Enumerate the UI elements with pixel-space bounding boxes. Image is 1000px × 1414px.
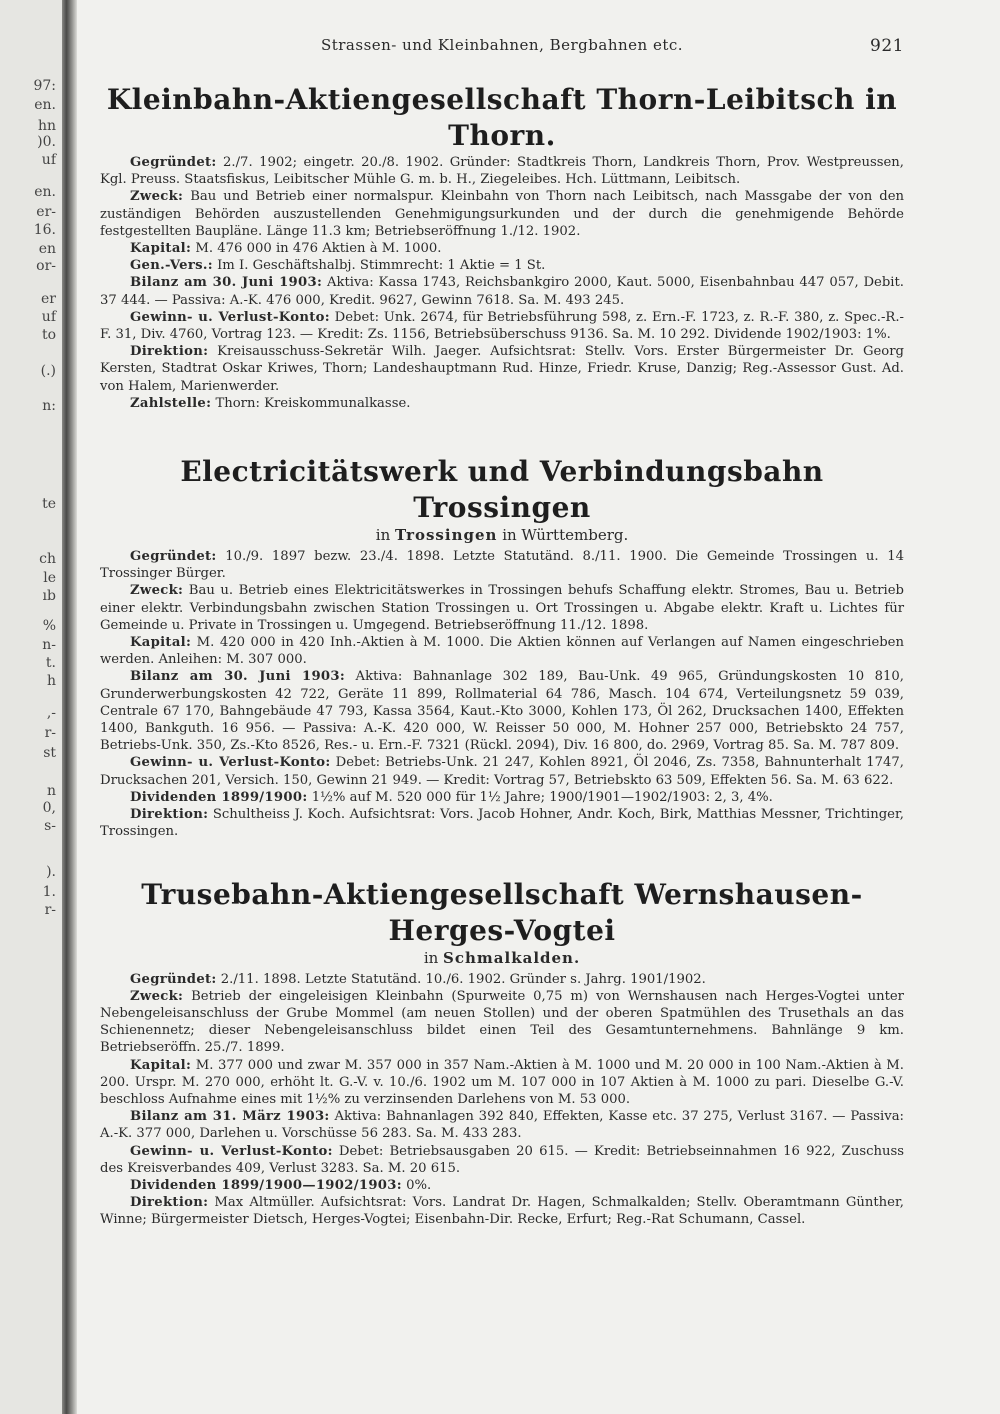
margin-fragment: n-: [42, 637, 56, 653]
margin-fragment: 0,: [42, 800, 56, 816]
paragraph-label: Dividenden 1899/1900—1902/1903:: [130, 1177, 402, 1193]
entry-paragraph: [100, 634, 904, 668]
margin-fragment: en: [38, 241, 56, 257]
paragraph-text: M. 420 000 in 420 Inh.-Aktien à M. 1000. Die Aktien können auf Verlangen auf Namen eingeschrieben werden. Anleihen: M. 307 000.: [100, 635, 904, 668]
entry-body: [100, 548, 904, 840]
paragraph-label: Gegründet:: [130, 155, 217, 170]
margin-fragment: 16.: [33, 222, 56, 238]
paragraph-label: Kapital:: [130, 241, 192, 257]
paragraph-text: Debet: Betriebs-Unk. 21 247, Kohlen 8921, Öl 2046, Zs. 7358, Bahnunterhalt 1747, Drucksachen 201, Versich. 150, Gewinn 21 949. — Kredit: Vortrag 57, Betriebskto 63 509, Effekten 56. Sa. M. 63 622.: [100, 755, 904, 788]
entry-place: Trossingen: [395, 526, 498, 545]
entry-paragraph: [100, 1057, 904, 1109]
margin-fragment: ,-: [46, 705, 56, 721]
margin-fragment: (.): [40, 363, 56, 379]
page-number: 921: [870, 36, 904, 56]
margin-fragment: )0.: [37, 134, 56, 150]
paragraph-text: Max Altmüller. Aufsichtsrat: Vors. Landrat Dr. Hagen, Schmalkalden; Stellv. Oberamtmann Günther, Winne; Bürgermeister Dietsch, Herges-Vogtei; Eisenbahn-Dir. Recke, Erfurt; Reg.-Rat Schumann, Cassel.: [100, 1195, 904, 1228]
entry-place: Schmalkalden.: [443, 948, 581, 967]
margin-fragment: r-: [44, 725, 56, 741]
entry-paragraph: [100, 1194, 904, 1228]
margin-fragment: r-: [44, 902, 56, 918]
margin-fragment: uf: [41, 309, 56, 325]
company-entry-trusebahn: [100, 877, 904, 1229]
paragraph-label: Bilanz am 30. Juni 1903:: [130, 275, 323, 291]
margin-fragment: 97:: [33, 78, 56, 94]
paragraph-label: Direktion:: [130, 344, 209, 360]
margin-fragment: st: [43, 745, 56, 761]
margin-fragment: %: [42, 618, 56, 634]
entry-title: Electricitätswerk und Verbindungsbahn Trossingen: [180, 455, 824, 525]
entry-paragraph: [100, 240, 904, 257]
entry-paragraph: [100, 309, 904, 343]
paragraph-label: Bilanz am 30. Juni 1903:: [130, 669, 346, 685]
margin-fragment: le: [43, 570, 56, 586]
paragraph-label: Direktion:: [130, 1195, 209, 1211]
margin-fragment: t.: [45, 655, 56, 671]
entry-title: Kleinbahn-Aktiengesellschaft Thorn-Leibitsch in Thorn.: [106, 83, 898, 152]
paragraph-text: Betrieb der eingeleisigen Kleinbahn (Spurweite 0,75 m) von Wernshausen nach Herges-Vogtei unter Nebengeleisanschluss der Grube Mommel (am neuen Stollen) und der oberen Spatmühlen des Trusethals an das Schienennetz; dieser Nebengeleisanschluss bildet einen Teil des Gesamtunternehmens. Bahnlänge 9 km. Betriebseröffn. 25./7. 1899.: [100, 988, 904, 1056]
entry-body: [100, 971, 904, 1229]
entry-subtitle: in Trossingen in Württemberg.: [375, 526, 629, 545]
running-head: [100, 36, 904, 62]
page: [100, 36, 904, 1229]
margin-fragment: er-: [36, 204, 56, 220]
paragraph-text: Aktiva: Kassa 1743, Reichsbankgiro 2000, Kaut. 5000, Eisenbahnbau 447 057, Debit. 37 444. — Passiva: A.-K. 476 000, Kredit. 9627, Gewinn 7618. Sa. M. 493 245.: [100, 275, 904, 308]
margin-fragment: te: [42, 496, 56, 512]
margin-fragment: ).: [46, 864, 56, 880]
entry-paragraph: [100, 789, 904, 806]
entry-paragraph: [100, 274, 904, 308]
paragraph-label: Kapital:: [130, 635, 192, 651]
entry-title: Trusebahn-Aktiengesellschaft Wernshausen-Herges-Vogtei: [141, 877, 863, 947]
running-head-title: Strassen- und Kleinbahnen, Bergbahnen etc.: [320, 36, 684, 54]
paragraph-label: Zweck:: [130, 189, 184, 205]
book-gutter: [62, 0, 77, 1414]
paragraph-text: Thorn: Kreiskommunalkasse.: [211, 395, 411, 411]
paragraph-label: Bilanz am 31. März 1903:: [130, 1109, 330, 1125]
paragraph-text: M. 377 000 und zwar M. 357 000 in 357 Nam.-Aktien à M. 1000 und M. 20 000 in 100 Nam.-Aktien à M. 200. Urspr. M. 270 000, erhöht lt. G.-V. v. 10./6. 1902 um M. 107 000 in 107 Aktien à M. 1000 zu pari. Dieselbe G.-V. beschloss Aufnahme eines mit 1½% zu verzinsenden Darlehens von M. 53 000.: [100, 1057, 904, 1107]
margin-fragment: s-: [44, 818, 56, 834]
paragraph-text: 0%.: [401, 1177, 432, 1193]
paragraph-text: Im I. Geschäftshalbj. Stimmrecht: 1 Aktie = 1 St.: [212, 258, 546, 274]
paragraph-label: Gen.-Vers.:: [130, 258, 213, 274]
paragraph-text: 1½% auf M. 520 000 für 1½ Jahre; 1900/1901—1902/1903: 2, 3, 4%.: [307, 789, 773, 805]
paragraph-text: Schultheiss J. Koch. Aufsichtsrat: Vors. Jacob Hohner, Andr. Koch, Birk, Matthias Messner, Trichtinger, Trossingen.: [100, 807, 904, 840]
margin-fragment: ıb: [42, 588, 56, 604]
entry-paragraph: [100, 668, 904, 754]
entry-subtitle: in Schmalkalden.: [423, 948, 581, 967]
entry-paragraph: [100, 971, 904, 988]
paragraph-text: Aktiva: Bahnanlage 302 189, Bau-Unk. 49 965, Gründungskosten 10 810, Grunderwerbungskosten 42 722, Geräte 11 899, Rollmaterial 64 786, Masch. 104 674, Verteilungsnetz 59 039, Centrale 67 170, Bahngebäude 47 793, Kassa 3564, Kaut.-Kto 3000, Kohlen 173, Öl 262, Drucksachen 1400, Effekten 1400, Bankguth. 16 956. — Passiva: A.-K. 420 000, W. Reisser 50 000, M. Hohner 257 000, Betriebskto 24 757, Betriebs-Unk. 350, Zs.-Kto 8526, Res.- u. Ern.-F. 7321 (Rückl. 2094), Div. 16 800, do. 2969, Vortrag 85. Sa. M. 787 809.: [100, 669, 904, 754]
paragraph-label: Gewinn- u. Verlust-Konto:: [130, 309, 330, 325]
paragraph-label: Gewinn- u. Verlust-Konto:: [130, 755, 331, 771]
paragraph-label: Direktion:: [130, 807, 209, 823]
company-entry-trossingen: [100, 454, 904, 840]
paragraph-label: Gegründet:: [130, 971, 217, 987]
company-entry-thorn-leibitsch: [100, 82, 904, 412]
paragraph-label: Kapital:: [130, 1057, 192, 1073]
margin-fragment: 1.: [42, 884, 56, 900]
margin-fragment: uf: [41, 152, 56, 168]
margin-fragment: hn: [37, 118, 56, 134]
margin-fragment: or-: [36, 258, 56, 274]
margin-fragment: ch: [39, 551, 56, 567]
paragraph-text: Bau und Betrieb einer normalspur. Kleinbahn von Thorn nach Leibitsch, nach Massgabe der von den zuständigen Behörden auszustellenden Genehmigungsurkunden und der durch die genehmigende Behörde festgestellten Baupläne. Länge 11.3 km; Betriebseröffnung 1./12. 1902.: [100, 189, 904, 239]
entry-paragraph: [100, 1143, 904, 1177]
paragraph-text: 10./9. 1897 bezw. 23./4. 1898. Letzte Statutänd. 8./11. 1900. Die Gemeinde Trossingen u. 14 Trossinger Bürger.: [100, 549, 904, 582]
margin-fragment: er: [41, 291, 56, 307]
paragraph-text: Kreisausschuss-Sekretär Wilh. Jaeger. Aufsichtsrat: Stellv. Vors. Erster Bürgermeister Dr. Georg Kersten, Stadtrat Oskar Kriwes, Thorn; Landeshauptmann Rud. Hinze, Friedr. Kruse, Danzig; Reg.-Assessor Gust. Ad. von Halem, Marienwerder.: [100, 344, 904, 394]
paragraph-text: M. 476 000 in 476 Aktien à M. 1000.: [191, 241, 442, 257]
entry-paragraph: [100, 1108, 904, 1142]
paragraph-text: Debet: Unk. 2674, für Betriebsführung 598, z. Ern.-F. 1723, z. R.-F. 380, z. Spec.-R.-F. 31, Div. 4760, Vortrag 123. — Kredit: Zs. 1156, Betriebsüberschuss 9136. Sa. M. 10 292. Dividende 1902/1903: 1%.: [100, 309, 904, 343]
paragraph-text: 2./11. 1898. Letzte Statutänd. 10./6. 1902. Gründer s. Jahrg. 1901/1902.: [216, 971, 706, 987]
entry-paragraph: [100, 395, 904, 412]
entry-paragraph: [100, 1177, 904, 1194]
entry-paragraph: [100, 188, 904, 240]
margin-fragment: n: [46, 783, 56, 799]
paragraph-label: Gewinn- u. Verlust-Konto:: [130, 1143, 333, 1159]
entry-paragraph: [100, 988, 904, 1057]
entry-paragraph: [100, 343, 904, 395]
margin-fragment: en.: [34, 97, 56, 113]
paragraph-text: Aktiva: Bahnanlagen 392 840, Effekten, Kasse etc. 37 275, Verlust 3167. — Passiva: A.-K. 377 000, Darlehen u. Vorschüsse 56 283. Sa. M. 433 283.: [100, 1109, 905, 1142]
entry-paragraph: [100, 806, 904, 840]
entry-paragraph: [100, 154, 904, 188]
entry-paragraph: [100, 754, 904, 788]
entry-body: [100, 154, 904, 412]
paragraph-label: Zweck:: [130, 583, 184, 599]
margin-fragment: to: [41, 327, 56, 343]
paragraph-label: Gegründet:: [130, 549, 217, 565]
paragraph-text: Debet: Betriebsausgaben 20 615. — Kredit: Betriebseinnahmen 16 922, Zuschuss des Kreisverbandes 409, Verlust 3283. Sa. M. 20 615.: [100, 1143, 904, 1176]
margin-fragment: n:: [42, 398, 56, 414]
margin-fragment: en.: [34, 184, 56, 200]
margin-fragment: h: [46, 673, 56, 689]
paragraph-label: Zweck:: [130, 988, 184, 1004]
paragraph-label: Dividenden 1899/1900:: [130, 789, 308, 805]
entry-paragraph: [100, 582, 904, 634]
paragraph-text: Bau u. Betrieb eines Elektricitätswerkes in Trossingen behufs Schaffung elektr. Stromes, Bau u. Betrieb einer elektr. Verbindungsbahn zwischen Station Trossingen u. Ort Trossingen u. Abgabe elektr. Kraft u. Lichtes für Gemeinde u. Private in Trossingen u. Umgegend. Betriebseröffnung 11./12. 1898.: [100, 583, 904, 633]
entry-paragraph: [100, 257, 904, 274]
paragraph-label: Zahlstelle:: [130, 395, 212, 411]
entry-paragraph: [100, 548, 904, 582]
paragraph-text: 2./7. 1902; eingetr. 20./8. 1902. Gründer: Stadtkreis Thorn, Landkreis Thorn, Prov. Westpreussen, Kgl. Preuss. Staatsfiskus, Leibitscher Mühle G. m. b. H., Ziegeleibes. Hch. Lüttmann, Leibitsch.: [100, 155, 904, 188]
